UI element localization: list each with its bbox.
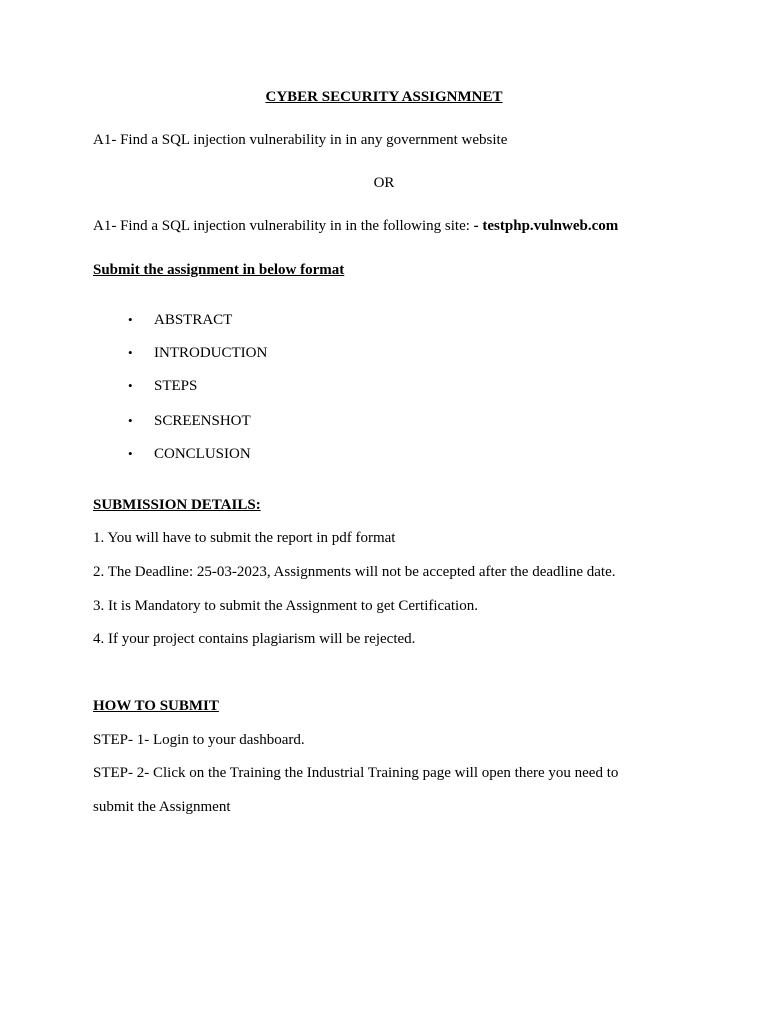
task-option-b-dash: - (473, 218, 483, 234)
submission-item: 2. The Deadline: 25-03-2023, Assignments will not be accepted after the deadline date. (93, 564, 616, 580)
task-option-b-text: A1- Find a SQL injection vulnerability in in the following site: (93, 218, 474, 234)
bullet-icon: • (128, 446, 133, 461)
list-item-label: STEPS (154, 378, 198, 394)
list-item (128, 445, 251, 463)
format-heading: Submit the assignment in below format (93, 262, 345, 278)
or-separator: OR (373, 175, 395, 191)
submission-item: 1. You will have to submit the report in pdf format (93, 530, 396, 546)
step-1: STEP- 1- Login to your dashboard. (93, 732, 305, 748)
list-item-label: ABSTRACT (154, 312, 233, 328)
bullet-icon: • (128, 312, 133, 327)
task-option-b (93, 217, 618, 235)
list-item-label: SCREENSHOT (154, 413, 251, 429)
step-2-line-2: submit the Assignment (93, 799, 231, 815)
list-item-label: INTRODUCTION (154, 345, 268, 361)
submission-item: 3. It is Mandatory to submit the Assignment to get Certification. (93, 598, 478, 614)
task-option-a: A1- Find a SQL injection vulnerability in in any government website (93, 132, 508, 148)
list-item (128, 344, 267, 362)
bullet-icon: • (128, 345, 133, 360)
bullet-icon: • (128, 378, 133, 393)
step-2-line-1: STEP- 2- Click on the Training the Industrial Training page will open there you need to (93, 765, 619, 781)
bullet-icon: • (128, 413, 133, 428)
list-item (128, 377, 197, 395)
document-title: CYBER SECURITY ASSIGNMNET (265, 89, 503, 105)
target-site-url: testphp.vulnweb.com (482, 218, 619, 234)
how-to-submit-heading: HOW TO SUBMIT (93, 698, 219, 714)
list-item (128, 311, 232, 329)
submission-item: 4. If your project contains plagiarism will be rejected. (93, 631, 416, 647)
list-item-label: CONCLUSION (154, 446, 251, 462)
submission-heading: SUBMISSION DETAILS: (93, 497, 261, 513)
list-item (128, 412, 251, 430)
